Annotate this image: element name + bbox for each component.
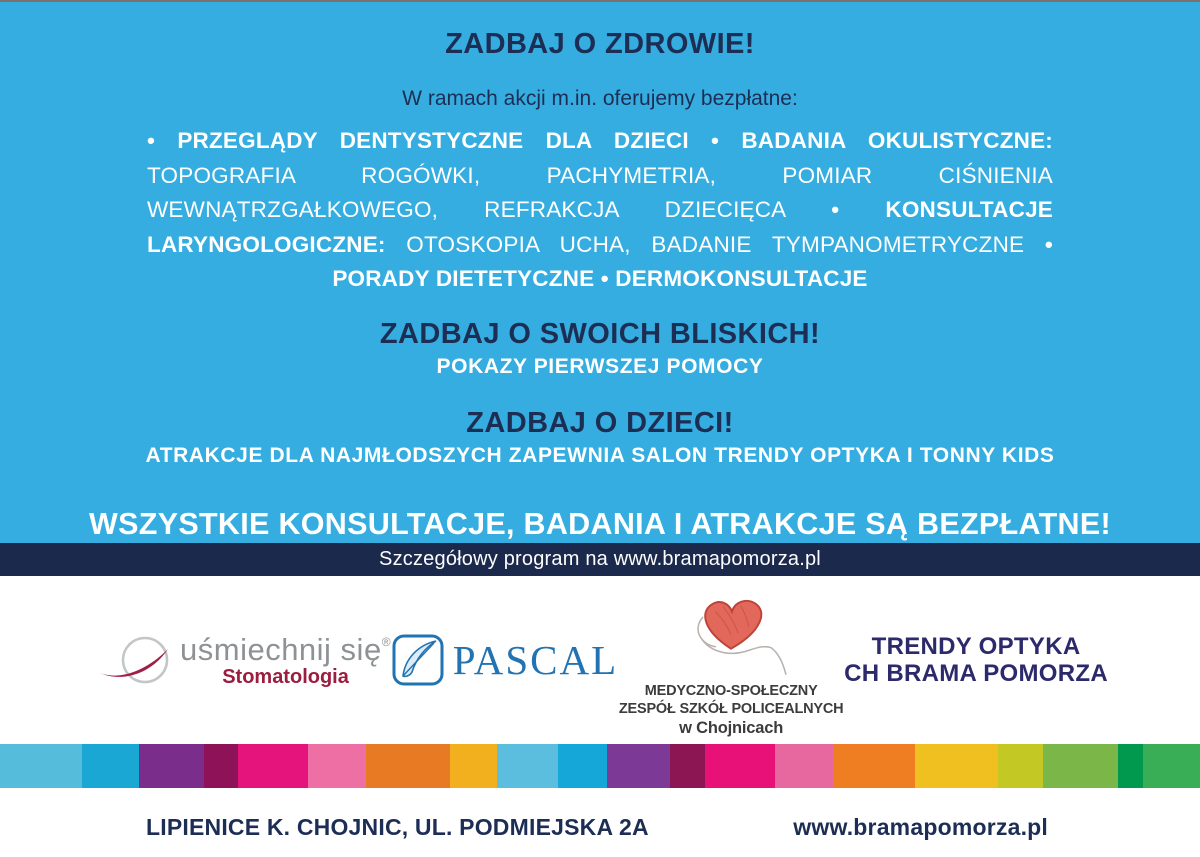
school-name-line1: MEDYCZNO-SPOŁECZNY <box>644 683 818 699</box>
sponsor-trendy-optyka <box>844 633 1108 687</box>
sponsors-row <box>0 576 1200 744</box>
usmiechnij-wordmark: uśmiechnij się <box>180 631 382 667</box>
school-name-line3: w Chojnicach <box>679 719 784 737</box>
section-family-title: ZADBAJ O SWOICH BLISKICH! <box>379 317 821 350</box>
page-title: ZADBAJ O ZDROWIE! <box>445 28 755 60</box>
footer <box>0 788 1200 857</box>
stripe-segment <box>607 744 670 788</box>
sponsor-usmiechnij <box>98 633 391 687</box>
smile-circle-icon <box>98 633 176 687</box>
stripe-segment <box>833 744 915 788</box>
section-family-subtitle: POKAZY PIERWSZEJ POMOCY <box>436 354 764 378</box>
pascal-wordmark: PASCAL <box>452 637 619 683</box>
service-segment: • KONSULTACJE LARYNGOLOGICZNE: <box>147 197 1054 257</box>
stripe-segment <box>1143 744 1200 788</box>
stripe-segment <box>558 744 607 788</box>
registered-icon: ® <box>381 634 392 649</box>
usmiechnij-name <box>180 631 392 667</box>
stripe-segment <box>670 744 705 788</box>
stripe-segment <box>0 744 82 788</box>
section-kids-subtitle: ATRAKCJE DLA NAJMŁODSZYCH ZAPEWNIA SALON TRENDY OPTYKA I TONNY KIDS <box>145 443 1055 467</box>
stripe-segment <box>238 744 308 788</box>
stripe-segment <box>1118 744 1143 788</box>
color-stripe <box>0 744 1200 788</box>
stripe-segment <box>366 744 450 788</box>
stripe-segment <box>705 744 775 788</box>
stripe-segment <box>139 744 204 788</box>
intro-line: W ramach akcji m.in. oferujemy bezpłatne: <box>402 87 798 110</box>
usmiechnij-text-block <box>180 631 392 688</box>
heart-in-hand-icon <box>672 588 790 680</box>
stripe-segment <box>204 744 238 788</box>
services-paragraph <box>147 124 1053 297</box>
stripe-segment <box>775 744 833 788</box>
trendy-line1: TRENDY OPTYKA <box>871 633 1081 660</box>
footer-website: www.bramapomorza.pl <box>793 814 1048 840</box>
blue-section <box>0 2 1200 543</box>
stripe-segment <box>450 744 497 788</box>
program-band <box>0 543 1200 576</box>
trendy-line2: CH BRAMA POMORZA <box>844 660 1108 687</box>
service-segment: • PRZEGLĄDY DENTYSTYCZNE DLA DZIECI • BADANIA OKULISTYCZNE: <box>147 128 1053 153</box>
service-segment: TOPOGRAFIA ROGÓWKI, PACHYMETRIA, POMIAR CIŚNIENIA WEWNĄTRZGAŁKOWEGO, REFRAKCJA DZIECIĘCA <box>147 162 1053 222</box>
service-segment: • PORADY DIETETYCZNE • DERMOKONSULTACJE <box>332 231 1053 291</box>
section-kids-title: ZADBAJ O DZIECI! <box>466 406 734 439</box>
stripe-segment <box>915 744 998 788</box>
feather-square-icon <box>392 634 444 686</box>
stripe-segment <box>308 744 366 788</box>
program-band-text: Szczegółowy program na www.bramapomorza.pl <box>379 548 821 570</box>
sponsor-school <box>619 588 844 738</box>
service-segment: OTOSKOPIA UCHA, BADANIE TYMPANOMETRYCZNE <box>385 231 1045 257</box>
stripe-segment <box>497 744 558 788</box>
footer-address: LIPIENICE K. CHOJNIC, UL. PODMIEJSKA 2A <box>146 814 649 840</box>
sponsor-pascal <box>392 634 618 686</box>
stripe-segment <box>82 744 139 788</box>
school-name-line2: ZESPÓŁ SZKÓŁ POLICEALNYCH <box>618 701 844 717</box>
stripe-segment <box>998 744 1043 788</box>
free-services-banner: WSZYSTKIE KONSULTACJE, BADANIA I ATRAKCJE SĄ BEZPŁATNE! <box>89 506 1111 541</box>
stripe-segment <box>1043 744 1118 788</box>
usmiechnij-subtitle: Stomatologia <box>222 665 349 688</box>
